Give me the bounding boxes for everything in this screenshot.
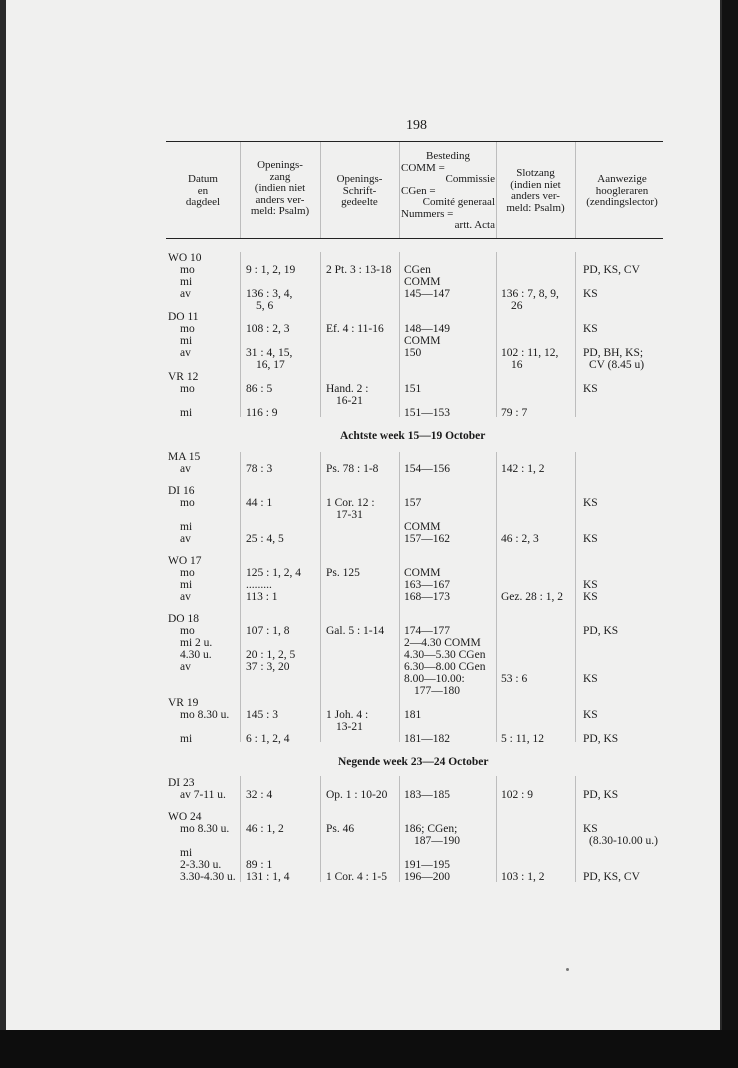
table-cell: 136 : 3, 4, (246, 288, 293, 300)
table-cell: COMM (404, 521, 441, 533)
header-schriftgedeelte: Openings- Schrift- gedeelte (336, 173, 383, 208)
table-cell: PD, KS, CV (583, 871, 640, 883)
table-cell: 13-21 (336, 721, 363, 733)
table-cell: 174—177 (404, 625, 450, 637)
table-cell: mo (180, 497, 195, 509)
header-slotzang: Slotzang (indien niet anders ver- meld: Psalm) (506, 167, 565, 214)
header-bottom-rule (166, 238, 663, 239)
table-cell: WO 10 (168, 252, 202, 264)
table-cell: WO 17 (168, 555, 202, 567)
table-cell: 108 : 2, 3 (246, 323, 290, 335)
table-cell: MA 15 (168, 451, 201, 463)
header-besteding: Besteding COMM = Commissie CGen = Comité generaal Nummers = artt. Acta (401, 150, 495, 231)
column-divider (240, 252, 241, 417)
table-cell: mo 8.30 u. (180, 823, 230, 835)
table-cell: 163—167 (404, 579, 450, 591)
table-cell: mo (180, 264, 195, 276)
column-divider (575, 776, 576, 882)
table-cell: 157 (404, 497, 422, 509)
table-cell: 107 : 1, 8 (246, 625, 290, 637)
table-cell: KS (583, 823, 598, 835)
table-cell: 44 : 1 (246, 497, 273, 509)
column-divider (399, 452, 400, 742)
table-cell: 151 (404, 383, 422, 395)
table-cell: KS (583, 591, 598, 603)
table-cell: Ps. 46 (326, 823, 355, 835)
table-cell: DI 16 (168, 485, 195, 497)
table-cell: KS (583, 709, 598, 721)
table-cell: PD, KS, CV (583, 264, 640, 276)
table-cell: 6.30—8.00 CGen (404, 661, 486, 673)
table-cell: 4.30 u. (180, 649, 212, 661)
table-cell: 78 : 3 (246, 463, 273, 475)
table-cell: 53 : 6 (501, 673, 528, 685)
table-cell: VR 12 (168, 371, 199, 383)
table-cell: KS (583, 497, 598, 509)
table-cell: 181—182 (404, 733, 450, 745)
table-cell: PD, BH, KS; (583, 347, 644, 359)
table-cell: 142 : 1, 2 (501, 463, 545, 475)
table-cell: 2-3.30 u. (180, 859, 222, 871)
table-cell: 102 : 9 (501, 789, 533, 801)
table-cell: 196—200 (404, 871, 450, 883)
scan-border (0, 1030, 738, 1068)
table-cell: 151—153 (404, 407, 450, 419)
table-cell: 37 : 3, 20 (246, 661, 290, 673)
table-cell: 5, 6 (256, 300, 274, 312)
table-cell: 183—185 (404, 789, 450, 801)
table-cell: Hand. 2 : (326, 383, 369, 395)
book-spine (722, 0, 738, 1068)
table-cell: 187—190 (414, 835, 460, 847)
table-cell: 186; CGen; (404, 823, 458, 835)
table-cell: 20 : 1, 2, 5 (246, 649, 296, 661)
table-cell: 1 Cor. 4 : 1-5 (326, 871, 388, 883)
table-cell: 16-21 (336, 395, 363, 407)
table-cell: KS (583, 288, 598, 300)
table-cell: Ps. 125 (326, 567, 360, 579)
table-cell: mi (180, 847, 193, 859)
table-cell: 25 : 4, 5 (246, 533, 284, 545)
table-cell: 4.30—5.30 CGen (404, 649, 486, 661)
table-cell: mi 2 u. (180, 637, 213, 649)
table-cell: Gal. 5 : 1-14 (326, 625, 385, 637)
table-cell: av (180, 591, 191, 603)
table-cell: KS (583, 383, 598, 395)
table-cell: VR 19 (168, 697, 199, 709)
table-cell: 148—149 (404, 323, 450, 335)
table-cell: mo (180, 383, 195, 395)
table-cell: av (180, 533, 191, 545)
column-divider (240, 452, 241, 742)
table-cell: DI 23 (168, 777, 195, 789)
table-cell: 157—162 (404, 533, 450, 545)
table-cell: 2 Pt. 3 : 13-18 (326, 264, 392, 276)
table-cell: WO 24 (168, 811, 202, 823)
table-cell: 150 (404, 347, 422, 359)
column-divider (496, 252, 497, 417)
table-cell: DO 18 (168, 613, 199, 625)
column-divider (240, 776, 241, 882)
table-cell: 1 Cor. 12 : (326, 497, 375, 509)
table-cell: mo 8.30 u. (180, 709, 230, 721)
table-cell: mi (180, 579, 193, 591)
table-cell: Gez. 28 : 1, 2 (501, 591, 563, 603)
table-cell: mo (180, 625, 195, 637)
table-cell: KS (583, 533, 598, 545)
table-cell: COMM (404, 276, 441, 288)
table-cell: 8.00—10.00: (404, 673, 465, 685)
table-cell: 102 : 11, 12, (501, 347, 559, 359)
table-cell: 5 : 11, 12 (501, 733, 545, 745)
table-cell: KS (583, 323, 598, 335)
column-divider (399, 142, 400, 238)
week-heading: Negende week 23—24 October (338, 756, 489, 768)
column-divider (399, 776, 400, 882)
table-cell: 1 Joh. 4 : (326, 709, 369, 721)
table-cell: mi (180, 276, 193, 288)
table-cell: mo (180, 567, 195, 579)
table-cell: 31 : 4, 15, (246, 347, 293, 359)
table-cell: (8.30-10.00 u.) (589, 835, 658, 847)
table-cell: PD, KS (583, 733, 619, 745)
table-cell: Op. 1 : 10-20 (326, 789, 388, 801)
column-divider (575, 252, 576, 417)
table-cell: 6 : 1, 2, 4 (246, 733, 290, 745)
column-divider (320, 776, 321, 882)
table-cell: COMM (404, 335, 441, 347)
ink-speck (566, 968, 569, 971)
table-cell: 154—156 (404, 463, 450, 475)
table-cell: 9 : 1, 2, 19 (246, 264, 296, 276)
table-cell: 16 (511, 359, 523, 371)
table-cell: COMM (404, 567, 441, 579)
table-cell: 145 : 3 (246, 709, 278, 721)
table-cell: PD, KS (583, 789, 619, 801)
table-cell: 17-31 (336, 509, 363, 521)
column-divider (320, 252, 321, 417)
table-cell: av 7-11 u. (180, 789, 226, 801)
table-cell: 79 : 7 (501, 407, 528, 419)
table-cell: CV (8.45 u) (589, 359, 645, 371)
header-openingszang: Openings- zang (indien niet anders ver- meld: Psalm) (250, 159, 310, 217)
table-cell: 26 (511, 300, 523, 312)
table-cell: av (180, 288, 191, 300)
table-cell: 177—180 (414, 685, 460, 697)
table-cell: mi (180, 521, 193, 533)
table-cell: 103 : 1, 2 (501, 871, 545, 883)
table-cell: DO 11 (168, 311, 199, 323)
table-cell: av (180, 347, 191, 359)
column-divider (496, 452, 497, 742)
table-cell: 168—173 (404, 591, 450, 603)
table-cell: Ps. 78 : 1-8 (326, 463, 379, 475)
table-cell: 46 : 2, 3 (501, 533, 539, 545)
table-cell: Ef. 4 : 11-16 (326, 323, 384, 335)
table-cell: 86 : 5 (246, 383, 273, 395)
table-cell: PD, KS (583, 625, 619, 637)
table-cell: 116 : 9 (246, 407, 278, 419)
column-divider (320, 452, 321, 742)
column-divider (575, 452, 576, 742)
table-cell: 89 : 1 (246, 859, 273, 871)
table-cell: 2—4.30 COMM (404, 637, 481, 649)
column-divider (496, 776, 497, 882)
header-aanwezige: Aanwezige hoogleraren (zendingslector) (586, 173, 658, 208)
table-cell: 32 : 4 (246, 789, 273, 801)
header-datum: Datum en dagdeel (185, 173, 221, 208)
table-cell: 16, 17 (256, 359, 285, 371)
table-cell: av (180, 661, 191, 673)
table-cell: 113 : 1 (246, 591, 278, 603)
table-cell: mi (180, 407, 193, 419)
table-cell: 191—195 (404, 859, 450, 871)
table-cell: 181 (404, 709, 422, 721)
table-cell: 3.30-4.30 u. (180, 871, 236, 883)
table-cell: 136 : 7, 8, 9, (501, 288, 559, 300)
page-number: 198 (406, 118, 427, 133)
table-cell: ......... (246, 579, 272, 591)
table-cell: av (180, 463, 191, 475)
table-cell: mi (180, 733, 193, 745)
table-cell: CGen (404, 264, 431, 276)
table-cell: 46 : 1, 2 (246, 823, 284, 835)
table-cell: 145—147 (404, 288, 450, 300)
column-divider (399, 252, 400, 417)
table-cell: mi (180, 335, 193, 347)
table-cell: 125 : 1, 2, 4 (246, 567, 301, 579)
table-cell: KS (583, 579, 598, 591)
table-cell: 131 : 1, 4 (246, 871, 290, 883)
week-heading: Achtste week 15—19 October (340, 430, 486, 442)
table-cell: KS (583, 673, 598, 685)
table-cell: mo (180, 323, 195, 335)
